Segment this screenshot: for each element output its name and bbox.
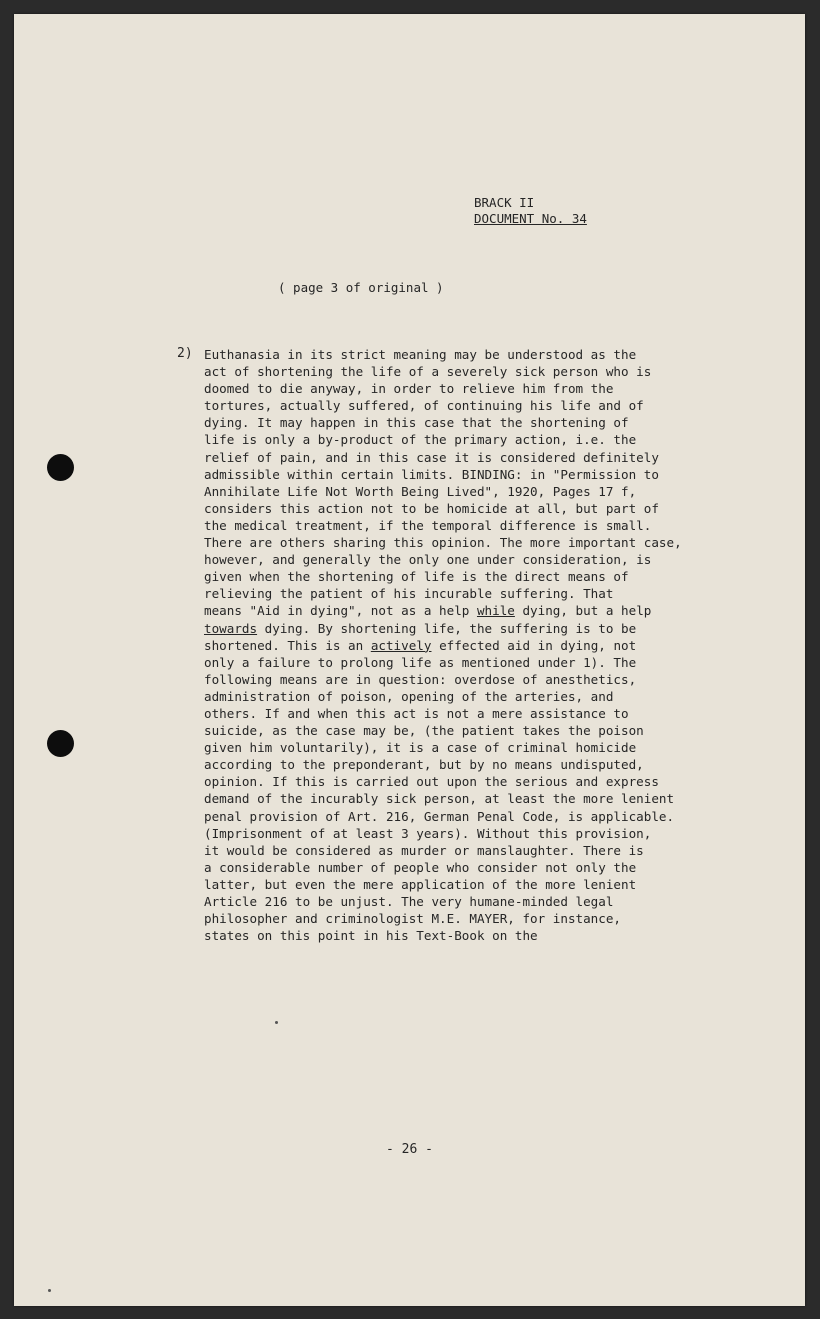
text-segment: dying, but a help [514,603,652,619]
text-line: the medical treatment, if the temporal difference is small. [204,517,652,533]
underlined-word: actively [370,637,432,653]
text-line: life is only a by-product of the primary action, i.e. the [204,432,637,448]
text-line: admissible within certain limits. BINDING: in "Permission to [204,466,659,482]
header-document-number: DOCUMENT No. 34 [474,211,587,226]
text-line: Annihilate Life Not Worth Being Lived", 1920, Pages 17 f, [204,483,637,499]
text-line: given when the shortening of life is the direct means of [204,569,629,585]
binder-hole [47,454,74,481]
text-line-mixed [204,620,739,637]
text-line: Euthanasia in its strict meaning may be understood as the [204,347,637,362]
text-line: it would be considered as murder or manslaughter. There is [204,842,644,858]
text-line: demand of the incurably sick person, at least the more lenient [204,791,675,807]
header-line-1: BRACK II [474,195,535,210]
page-reference: ( page 3 of original ) [278,280,444,295]
text-line: considers this action not to be homicide at all, but part of [204,500,659,516]
paragraph-number: 2) [177,346,193,361]
text-line: act of shortening the life of a severely sick person who is [204,364,652,380]
text-line: philosopher and criminologist M.E. MAYER, for instance, [204,911,622,927]
text-line: administration of poison, opening of the arteries, and [204,688,614,704]
text-line: states on this point in his Text-Book on the [204,928,538,944]
text-line-mixed [204,637,739,654]
text-line: dying. It may happen in this case that the shortening of [204,415,629,431]
text-segment: effected aid in dying, not [431,637,637,653]
text-line: a considerable number of people who consider not only the [204,859,637,875]
paper-speck [48,1289,51,1292]
paragraph-body [204,346,739,944]
document-page [14,14,805,1306]
underlined-word: while [476,603,515,619]
text-line: penal provision of Art. 216, German Penal Code, is applicable. [204,808,675,824]
text-line: only a failure to prolong life as mentioned under 1). The [204,654,637,670]
text-line: others. If and when this act is not a mere assistance to [204,705,629,721]
underlined-word: towards [204,620,258,636]
text-line: doomed to die anyway, in order to relieve him from the [204,381,614,397]
page-number: - 26 - [386,1142,433,1157]
text-line: relieving the patient of his incurable suffering. That [204,586,614,602]
text-line: opinion. If this is carried out upon the serious and express [204,774,659,790]
text-segment: means "Aid in dying", not as a help [204,603,477,619]
text-line: (Imprisonment of at least 3 years). Without this provision, [204,825,652,841]
text-segment: shortened. This is an [204,637,371,653]
text-line: however, and generally the only one under consideration, is [204,552,652,568]
text-line-mixed [204,602,739,619]
text-line: relief of pain, and in this case it is considered definitely [204,449,659,465]
text-line: given him voluntarily), it is a case of criminal homicide [204,740,637,756]
paper-speck [275,1021,278,1024]
text-line: There are others sharing this opinion. The more important case, [204,535,682,551]
text-segment: dying. By shortening life, the suffering is to be [257,620,637,636]
document-header [474,195,587,227]
binder-hole [47,730,74,757]
text-line: according to the preponderant, but by no means undisputed, [204,757,644,773]
text-line: following means are in question: overdose of anesthetics, [204,671,637,687]
text-line: tortures, actually suffered, of continuing his life and of [204,398,644,414]
text-line: suicide, as the case may be, (the patient takes the poison [204,723,644,739]
text-line: latter, but even the mere application of the more lenient [204,876,637,892]
text-line: Article 216 to be unjust. The very humane-minded legal [204,894,614,909]
